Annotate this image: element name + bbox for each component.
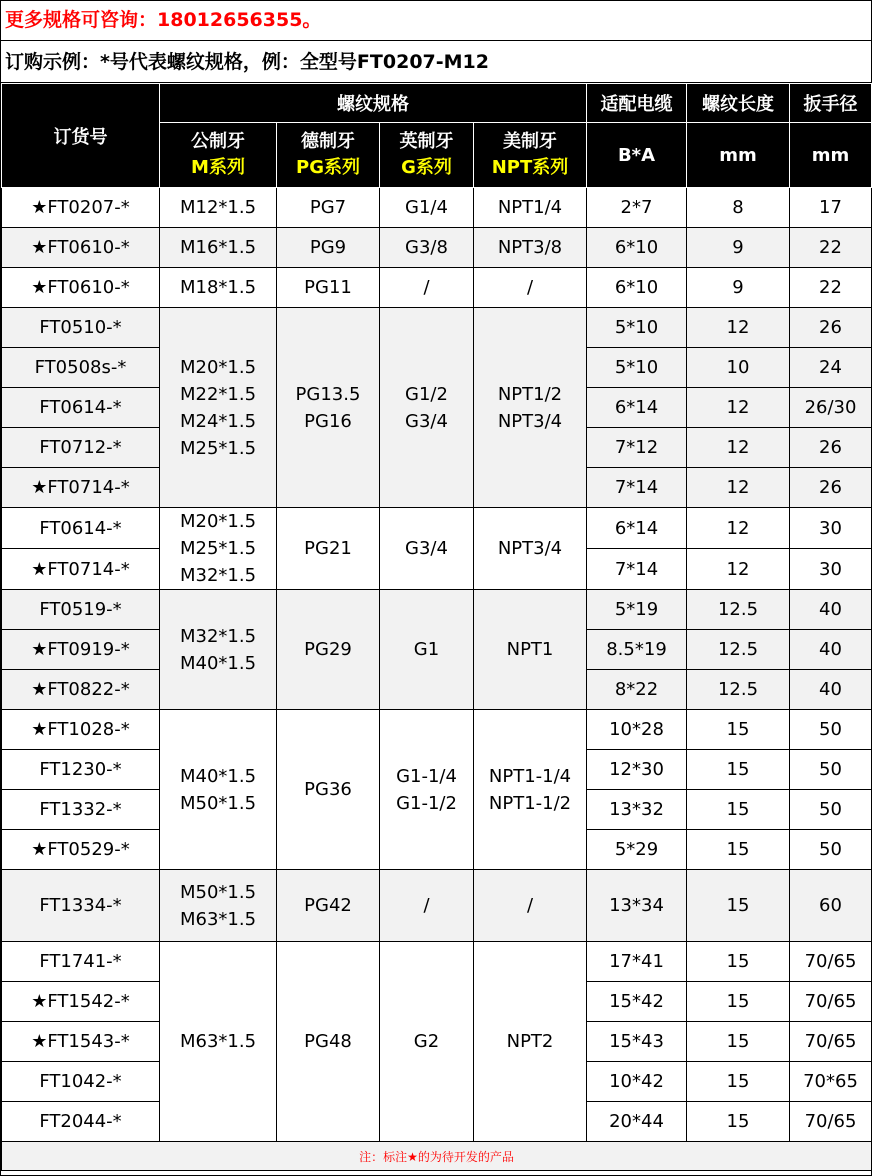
order-example: 订购示例：*号代表螺纹规格，例：全型号FT0207-M12: [1, 41, 871, 83]
order-number-cell: FT1741-*: [2, 942, 160, 982]
metric-thread-cell-line: M22*1.5: [179, 383, 257, 405]
wrench-size-cell: 22: [790, 268, 872, 308]
npt-thread-cell: [474, 308, 587, 508]
npt-thread-cell-line: NPT3/4: [497, 410, 563, 432]
cable-cell: 2*7: [587, 188, 687, 228]
order-number-cell: ★FT0919-*: [2, 630, 160, 670]
metric-thread-cell-line: M24*1.5: [179, 410, 257, 432]
order-number-cell: ★FT0610-*: [2, 228, 160, 268]
cable-cell: 17*41: [587, 942, 687, 982]
wrench-size-cell: 70/65: [790, 1022, 872, 1062]
cable-cell: 5*29: [587, 830, 687, 870]
pg-thread-cell-line: PG11: [304, 277, 352, 298]
thread-length-cell: 12.5: [687, 590, 790, 630]
table-row: [2, 870, 872, 942]
thread-length-cell: 10: [687, 348, 790, 388]
metric-thread-cell: [160, 870, 277, 942]
metric-thread-cell: [160, 508, 277, 590]
thread-length-cell: 15: [687, 750, 790, 790]
order-number-cell: ★FT1542-*: [2, 982, 160, 1022]
thread-length-cell: 12: [687, 428, 790, 468]
thread-length-cell: 15: [687, 1062, 790, 1102]
npt-thread-cell-line: NPT2: [506, 1031, 554, 1052]
pg-thread-cell-line: PG42: [304, 895, 352, 916]
metric-thread-cell-line: M20*1.5: [179, 511, 257, 532]
cable-cell: 15*42: [587, 982, 687, 1022]
g-thread-cell-line: G3/4: [405, 410, 448, 432]
order-number-cell: ★FT0207-*: [2, 188, 160, 228]
order-number-cell: FT1042-*: [2, 1062, 160, 1102]
thread-length-cell: 12: [687, 549, 790, 590]
npt-thread-cell-line: NPT3/8: [497, 237, 563, 258]
npt-thread-cell-line: /: [526, 277, 534, 298]
wrench-size-cell: 26/30: [790, 388, 872, 428]
thread-length-cell: 12: [687, 508, 790, 549]
pg-thread-cell: [277, 308, 380, 508]
g-thread-cell: [380, 228, 474, 268]
wrench-size-cell: 26: [790, 468, 872, 508]
table-row: [2, 268, 872, 308]
g-thread-cell-line: G1/2: [405, 383, 448, 405]
cable-cell: 20*44: [587, 1102, 687, 1142]
npt-thread-cell-line: NPT1/4: [497, 197, 563, 218]
pg-thread-cell-line: PG21: [304, 538, 352, 559]
g-thread-cell: [380, 188, 474, 228]
header-pg-label: 德制牙: [301, 131, 355, 152]
npt-thread-cell: [474, 942, 587, 1142]
order-number-cell: ★FT1028-*: [2, 710, 160, 750]
header-metric: [160, 123, 277, 188]
footnote: 注：标注★的为待开发的产品: [2, 1142, 872, 1171]
metric-thread-cell-line: M25*1.5: [179, 437, 257, 459]
cable-cell: 6*10: [587, 228, 687, 268]
cable-cell: 15*43: [587, 1022, 687, 1062]
thread-length-cell: 15: [687, 942, 790, 982]
wrench-size-cell: 50: [790, 750, 872, 790]
pg-thread-cell-line: PG13.5: [295, 383, 361, 405]
wrench-size-cell: 70/65: [790, 1102, 872, 1142]
g-thread-cell: [380, 870, 474, 942]
order-number-cell: ★FT0714-*: [2, 468, 160, 508]
table-row: [2, 308, 872, 348]
metric-thread-cell: [160, 590, 277, 710]
npt-thread-cell: [474, 590, 587, 710]
npt-thread-cell-line: NPT1-1/4: [488, 765, 572, 787]
g-thread-cell-line: /: [423, 895, 430, 916]
npt-thread-cell-line: /: [526, 895, 534, 916]
wrench-size-cell: 30: [790, 549, 872, 590]
npt-thread-cell: [474, 508, 587, 590]
g-thread-cell: [380, 268, 474, 308]
cable-cell: 5*10: [587, 308, 687, 348]
pg-thread-cell: [277, 942, 380, 1142]
thread-length-cell: 15: [687, 1022, 790, 1062]
spec-table-body: [2, 188, 872, 1142]
table-row: [2, 228, 872, 268]
thread-length-cell: 15: [687, 982, 790, 1022]
wrench-size-cell: 70/65: [790, 942, 872, 982]
pg-thread-cell-line: PG36: [304, 779, 352, 800]
metric-thread-cell: [160, 228, 277, 268]
metric-thread-cell: [160, 308, 277, 508]
metric-thread-cell-line: M63*1.5: [179, 908, 257, 930]
metric-thread-cell-line: M12*1.5: [179, 197, 257, 218]
table-row: [2, 590, 872, 630]
cable-cell: 13*32: [587, 790, 687, 830]
table-row: [2, 942, 872, 982]
metric-thread-cell: [160, 268, 277, 308]
g-thread-cell-line: G1/4: [405, 197, 448, 218]
thread-length-cell: 15: [687, 830, 790, 870]
pg-thread-cell: [277, 710, 380, 870]
cable-cell: 7*14: [587, 468, 687, 508]
header-british-series: G系列: [401, 157, 452, 178]
pg-thread-cell-line: PG29: [304, 639, 352, 660]
g-thread-cell: [380, 942, 474, 1142]
wrench-size-cell: 50: [790, 790, 872, 830]
metric-thread-cell-line: M20*1.5: [179, 356, 257, 378]
header-metric-label: 公制牙: [191, 131, 245, 152]
header-british: [380, 123, 474, 188]
wrench-size-cell: 50: [790, 710, 872, 750]
wrench-size-cell: 70*65: [790, 1062, 872, 1102]
npt-thread-cell: [474, 268, 587, 308]
contact-banner: 更多规格可咨询：18012656355。: [1, 1, 871, 41]
g-thread-cell-line: G1-1/4: [396, 765, 457, 787]
thread-length-cell: 15: [687, 1102, 790, 1142]
header-thread-spec: 螺纹规格: [160, 84, 587, 123]
metric-thread-cell: [160, 188, 277, 228]
metric-thread-cell-line: M50*1.5: [179, 792, 257, 814]
wrench-size-cell: 40: [790, 670, 872, 710]
order-number-cell: FT0519-*: [2, 590, 160, 630]
wrench-size-cell: 30: [790, 508, 872, 549]
pg-thread-cell: [277, 188, 380, 228]
header-wrench: 扳手径: [790, 84, 872, 123]
g-thread-cell-line: G3/4: [405, 538, 448, 559]
g-thread-cell: [380, 590, 474, 710]
table-row: [2, 188, 872, 228]
thread-length-cell: 12: [687, 468, 790, 508]
metric-thread-cell-line: M50*1.5: [179, 881, 257, 903]
metric-thread-cell-line: M32*1.5: [179, 565, 257, 586]
header-american-series: NPT系列: [491, 157, 569, 178]
metric-thread-cell-line: M40*1.5: [179, 652, 257, 674]
pg-thread-cell-line: PG9: [309, 237, 347, 258]
pg-thread-cell: [277, 268, 380, 308]
metric-thread-cell-line: M18*1.5: [179, 277, 257, 298]
g-thread-cell: [380, 710, 474, 870]
metric-thread-cell-line: M16*1.5: [179, 237, 257, 258]
cable-cell: 6*10: [587, 268, 687, 308]
cable-cell: 13*34: [587, 870, 687, 942]
header-pg: [277, 123, 380, 188]
metric-thread-cell-line: M25*1.5: [179, 538, 257, 559]
pg-thread-cell: [277, 590, 380, 710]
wrench-size-cell: 24: [790, 348, 872, 388]
header-wrench-unit: mm: [790, 123, 872, 188]
npt-thread-cell-line: NPT1-1/2: [488, 792, 572, 814]
order-number-cell: ★FT1543-*: [2, 1022, 160, 1062]
order-number-cell: ★FT0610-*: [2, 268, 160, 308]
cable-cell: 8.5*19: [587, 630, 687, 670]
metric-thread-cell-line: M63*1.5: [179, 1031, 257, 1052]
thread-length-cell: 15: [687, 790, 790, 830]
pg-thread-cell: [277, 228, 380, 268]
spec-table: [1, 83, 872, 1171]
cable-cell: 10*28: [587, 710, 687, 750]
npt-thread-cell-line: NPT1: [506, 639, 554, 660]
pg-thread-cell-line: PG7: [309, 197, 347, 218]
pg-thread-cell: [277, 508, 380, 590]
header-pg-series: PG系列: [296, 157, 360, 178]
cable-cell: 5*19: [587, 590, 687, 630]
g-thread-cell-line: /: [423, 277, 430, 298]
cable-cell: 7*14: [587, 549, 687, 590]
g-thread-cell: [380, 508, 474, 590]
cable-cell: 10*42: [587, 1062, 687, 1102]
header-american-label: 美制牙: [503, 131, 557, 152]
npt-thread-cell: [474, 870, 587, 942]
pg-thread-cell: [277, 870, 380, 942]
wrench-size-cell: 26: [790, 428, 872, 468]
header-order-no: 订货号: [2, 84, 160, 188]
wrench-size-cell: 40: [790, 630, 872, 670]
order-number-cell: FT2044-*: [2, 1102, 160, 1142]
wrench-size-cell: 60: [790, 870, 872, 942]
g-thread-cell: [380, 308, 474, 508]
order-number-cell: FT1334-*: [2, 870, 160, 942]
npt-thread-cell-line: NPT3/4: [497, 538, 563, 559]
wrench-size-cell: 70/65: [790, 982, 872, 1022]
thread-length-cell: 15: [687, 710, 790, 750]
metric-thread-cell-line: M32*1.5: [179, 625, 257, 647]
order-number-cell: ★FT0714-*: [2, 549, 160, 590]
thread-length-cell: 8: [687, 188, 790, 228]
cable-cell: 6*14: [587, 388, 687, 428]
header-thread-length: 螺纹长度: [687, 84, 790, 123]
order-number-cell: FT0614-*: [2, 508, 160, 549]
cable-cell: 12*30: [587, 750, 687, 790]
thread-length-cell: 12.5: [687, 670, 790, 710]
npt-thread-cell-line: NPT1/2: [497, 383, 563, 405]
g-thread-cell-line: G3/8: [405, 237, 448, 258]
metric-thread-cell: [160, 942, 277, 1142]
thread-length-cell: 12.5: [687, 630, 790, 670]
table-row: [2, 508, 872, 549]
g-thread-cell-line: G2: [413, 1031, 440, 1052]
metric-thread-cell: [160, 710, 277, 870]
table-row: [2, 710, 872, 750]
g-thread-cell-line: G1: [413, 639, 440, 660]
order-number-cell: FT1332-*: [2, 790, 160, 830]
thread-length-cell: 12: [687, 388, 790, 428]
cable-cell: 5*10: [587, 348, 687, 388]
header-cable-unit: B*A: [587, 123, 687, 188]
g-thread-cell-line: G1-1/2: [396, 792, 457, 814]
wrench-size-cell: 17: [790, 188, 872, 228]
header-cable: 适配电缆: [587, 84, 687, 123]
order-number-cell: FT0508s-*: [2, 348, 160, 388]
npt-thread-cell: [474, 228, 587, 268]
pg-thread-cell-line: PG16: [304, 410, 352, 432]
pg-thread-cell-line: PG48: [304, 1031, 352, 1052]
thread-length-cell: 12: [687, 308, 790, 348]
order-number-cell: FT1230-*: [2, 750, 160, 790]
thread-length-cell: 9: [687, 268, 790, 308]
wrench-size-cell: 50: [790, 830, 872, 870]
cable-cell: 6*14: [587, 508, 687, 549]
header-metric-series: M系列: [191, 157, 245, 178]
order-number-cell: FT0712-*: [2, 428, 160, 468]
order-number-cell: FT0510-*: [2, 308, 160, 348]
header-british-label: 英制牙: [399, 131, 454, 152]
order-number-cell: ★FT0822-*: [2, 670, 160, 710]
npt-thread-cell: [474, 188, 587, 228]
wrench-size-cell: 40: [790, 590, 872, 630]
cable-cell: 7*12: [587, 428, 687, 468]
wrench-size-cell: 22: [790, 228, 872, 268]
metric-thread-cell-line: M40*1.5: [179, 765, 257, 787]
thread-length-cell: 9: [687, 228, 790, 268]
order-number-cell: FT0614-*: [2, 388, 160, 428]
cable-cell: 8*22: [587, 670, 687, 710]
header-american: [474, 123, 587, 188]
thread-length-cell: 15: [687, 870, 790, 942]
order-number-cell: ★FT0529-*: [2, 830, 160, 870]
header-length-unit: mm: [687, 123, 790, 188]
npt-thread-cell: [474, 710, 587, 870]
wrench-size-cell: 26: [790, 308, 872, 348]
